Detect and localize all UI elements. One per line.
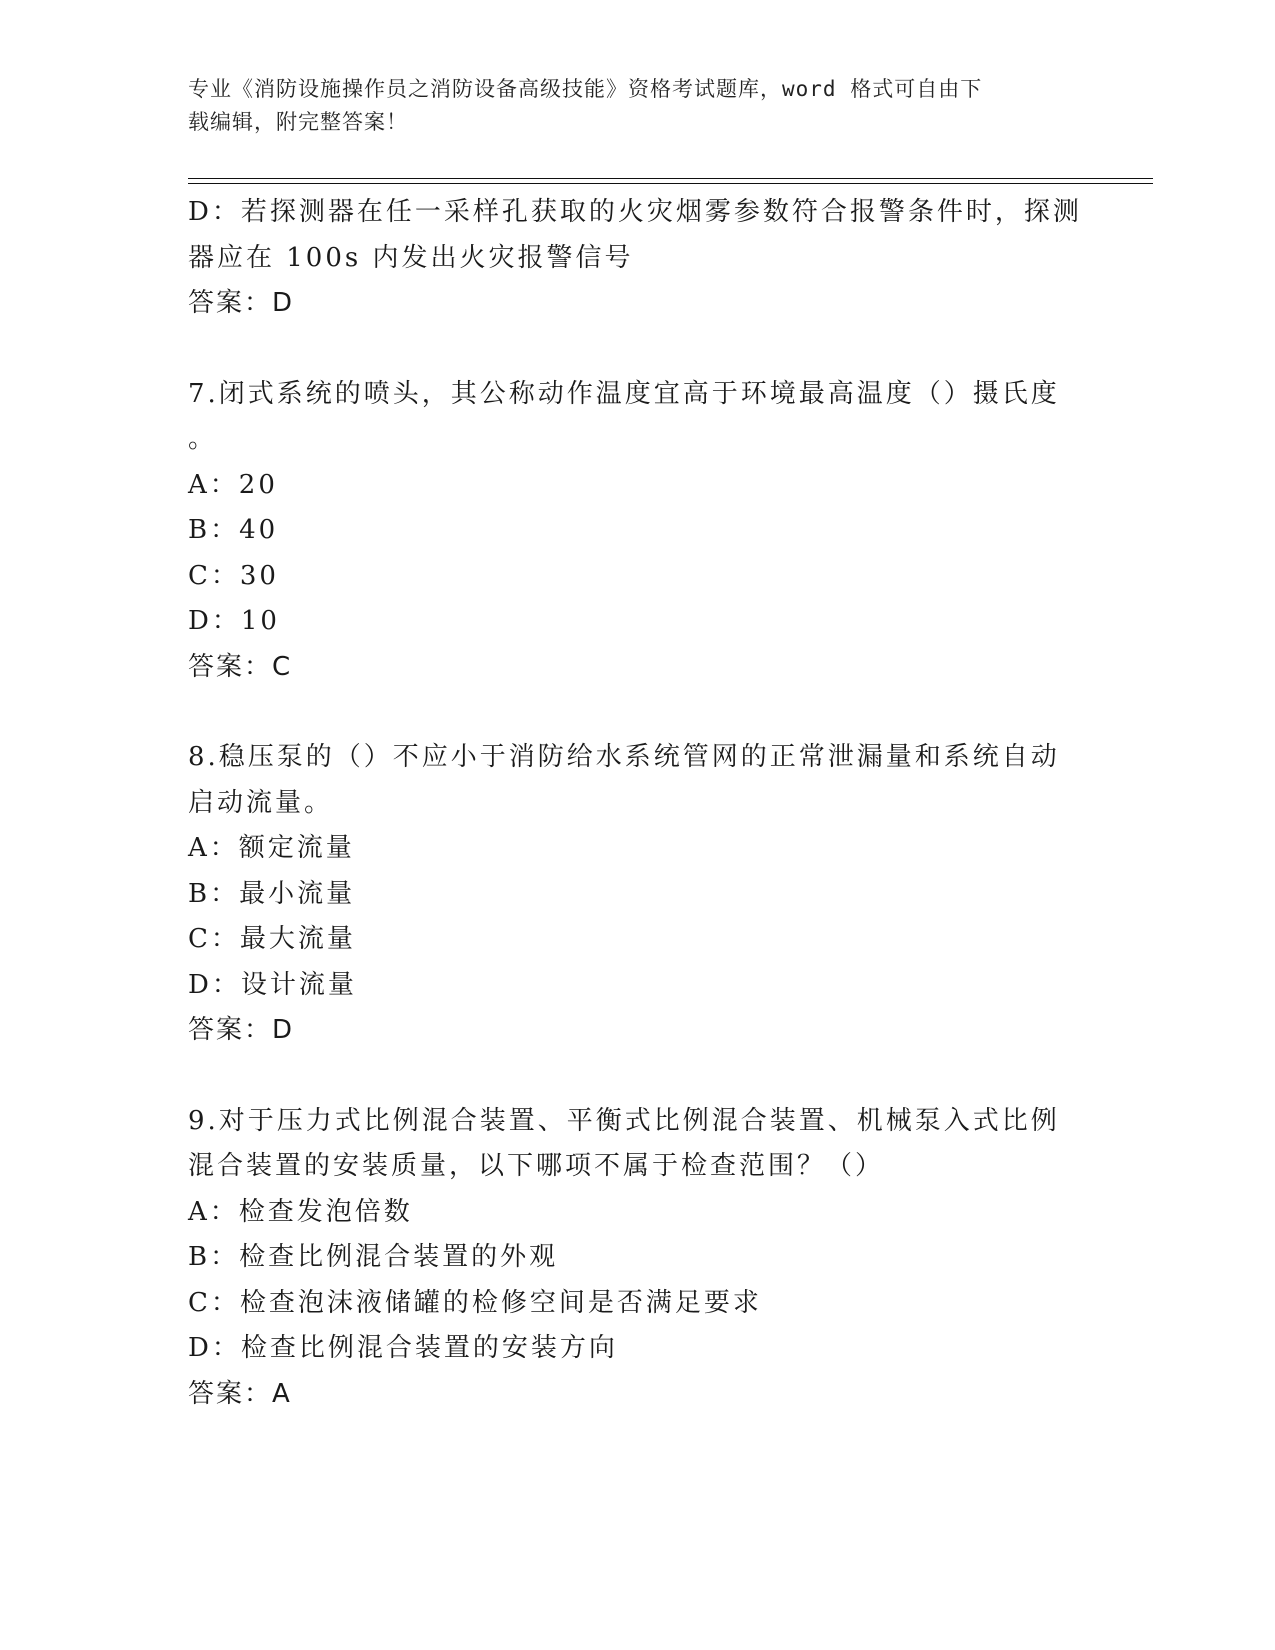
option-c: C：检查泡沫液储罐的检修空间是否满足要求 (188, 1287, 762, 1318)
option-d-line-2: 器应在 100s 内发出火灾报警信号 (188, 242, 634, 273)
header-line-2: 载编辑，附完整答案！ (188, 110, 408, 134)
option-b: B：40 (188, 515, 279, 545)
spacer (188, 1054, 1088, 1099)
option-d: D：检查比例混合装置的安装方向 (188, 1333, 618, 1363)
header-rule-bottom (188, 183, 1153, 184)
answer-line: 答案：C (188, 651, 293, 682)
option-d: D：10 (188, 606, 280, 636)
option-a: A：20 (188, 469, 278, 500)
spacer (188, 690, 1088, 735)
option-a: A：检查发泡倍数 (188, 1196, 413, 1227)
question-stem-line-1: 7.闭式系统的喷头，其公称动作温度宜高于环境最高温度（）摄氏度 (188, 378, 1060, 409)
option-b: B：最小流量 (188, 878, 356, 909)
answer-line: 答案：A (188, 1378, 292, 1409)
header-rule-top (188, 178, 1153, 179)
question-9 (188, 1099, 1088, 1418)
option-c: C：最大流量 (188, 924, 356, 954)
question-8 (188, 735, 1088, 1054)
option-c: C：30 (188, 560, 279, 591)
question-stem-line-2: 混合装置的安装质量，以下哪项不属于检查范围？（） (188, 1151, 885, 1181)
option-d-line-1: D：若探测器在任一采样孔获取的火灾烟雾参数符合报警条件时，探测 (188, 197, 1082, 227)
question-stem-line-2: 启动流量。 (188, 787, 334, 818)
spacer (188, 327, 1088, 372)
question-content (188, 190, 1088, 1417)
previous-question-fragment (188, 190, 1088, 327)
option-b: B：检查比例混合装置的外观 (188, 1242, 559, 1272)
answer-line: 答案：D (188, 1015, 295, 1045)
header-line-1: 专业《消防设施操作员之消防设备高级技能》资格考试题库，word 格式可自由下 (188, 77, 983, 101)
question-stem-line-1: 9.对于压力式比例混合装置、平衡式比例混合装置、机械泵入式比例 (188, 1105, 1060, 1136)
question-stem-line-2: 。 (188, 424, 218, 454)
option-d: D：设计流量 (188, 969, 357, 1000)
option-a: A：额定流量 (188, 833, 355, 863)
question-7 (188, 372, 1088, 691)
question-stem-line-1: 8.稳压泵的（）不应小于消防给水系统管网的正常泄漏量和系统自动 (188, 742, 1060, 772)
answer-line: 答案：D (188, 288, 295, 318)
document-header (188, 73, 1068, 139)
